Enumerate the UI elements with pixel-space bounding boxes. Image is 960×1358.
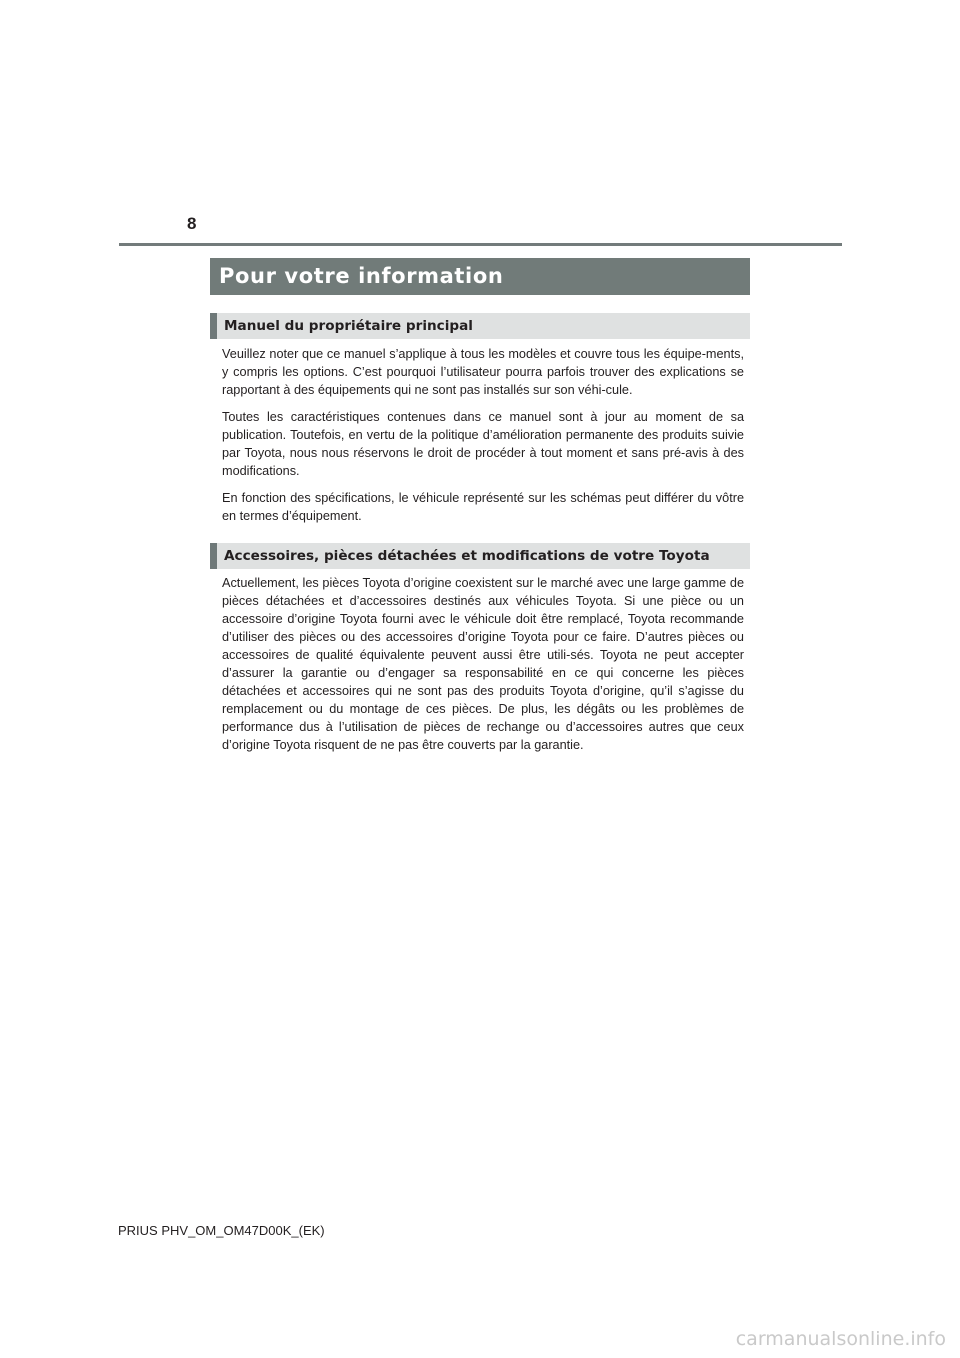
paragraph: Toutes les caractéristiques contenues dans ce manuel sont à jour au moment de sa publication. Toutefois, en vertu de la politique d’amélioration permanente des produits suivie par Toyota, nous nous réservons le droit de procéder à tout moment et sans pré-avis à des modifications. (222, 410, 744, 478)
page-title: Pour votre information (210, 258, 750, 295)
header-rule (119, 243, 842, 246)
paragraph: Veuillez noter que ce manuel s’applique à tous les modèles et couvre tous les équipe-ments, y compris les options. C’est pourquoi l’utilisateur pourra parfois trouver des explications se rapportant à des équipements qui ne sont pas installés sur son véhi-cule. (222, 347, 744, 397)
section-heading-manual: Manuel du propriétaire principal (210, 313, 750, 339)
watermark: carmanualsonline.info (735, 1328, 946, 1350)
section-body-accessories (222, 574, 744, 763)
section-heading-accessories: Accessoires, pièces détachées et modifications de votre Toyota (210, 543, 750, 569)
paragraph: En fonction des spécifications, le véhicule représenté sur les schémas peut différer du vôtre en termes d’équipement. (222, 491, 744, 523)
section-body-manual (222, 345, 744, 534)
document-code: PRIUS PHV_OM_OM47D00K_(EK) (118, 1223, 325, 1238)
page-number: 8 (187, 214, 197, 233)
paragraph: Actuellement, les pièces Toyota d’origine coexistent sur le marché avec une large gamme de pièces détachées et d’accessoires destinés aux véhicules Toyota. Si une pièce ou un accessoire d’origine Toyota fourni avec le véhicule doit être remplacé, Toyota recommande d’utiliser des pièces ou des accessoires d’origine Toyota pour ce faire. D’autres pièces ou accessoires de qualité équivalente peuvent aussi être utili-sés. Toyota ne peut accepter d’assurer la garantie ou d’engager sa responsabilité en ce qui concerne les pièces détachées et accessoires qui ne sont pas des produits Toyota d’origine, qu’il s’agisse du remplacement ou du montage de ces pièces. De plus, les dégâts ou les problèmes de performance dus à l’utilisation de pièces de rechange ou d’accessoires autres que ceux d’origine Toyota risquent de ne pas être couverts par la garantie. (222, 576, 744, 752)
